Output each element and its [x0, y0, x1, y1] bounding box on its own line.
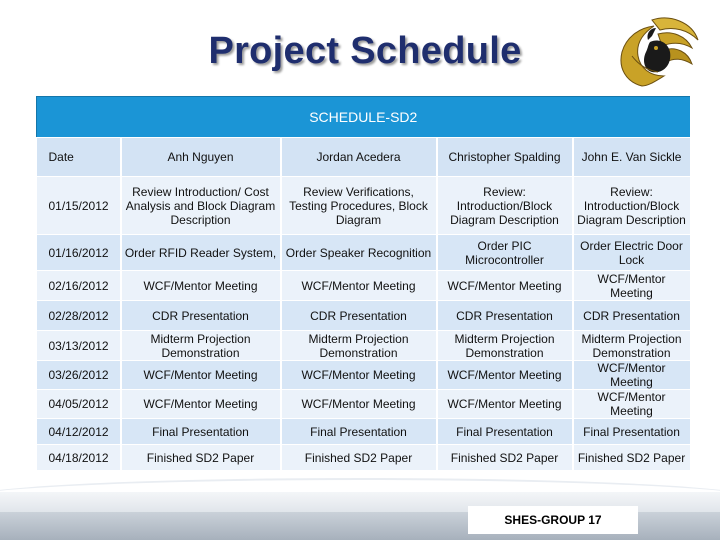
table-row — [37, 445, 691, 471]
header-row — [37, 138, 691, 177]
task-cell: Finished SD2 Paper — [437, 445, 573, 471]
page-title: Project Schedule — [208, 30, 522, 72]
task-cell: CDR Presentation — [573, 301, 691, 331]
table-row — [37, 390, 691, 419]
table-row — [37, 301, 691, 331]
task-cell: Final Presentation — [281, 419, 437, 445]
table-row — [37, 177, 691, 235]
date-cell: 01/15/2012 — [37, 177, 121, 235]
column-header: Jordan Acedera — [281, 138, 437, 177]
date-cell: 01/16/2012 — [37, 235, 121, 271]
footer-label: SHES-GROUP 17 — [468, 506, 638, 534]
task-cell: Review Verifications, Testing Procedures, Block Diagram — [281, 177, 437, 235]
task-cell: WCF/Mentor Meeting — [437, 271, 573, 301]
task-cell: Order PIC Microcontroller — [437, 235, 573, 271]
task-cell: Midterm Projection Demonstration — [281, 331, 437, 361]
date-cell: 02/16/2012 — [37, 271, 121, 301]
schedule-table — [36, 96, 692, 471]
task-cell: WCF/Mentor Meeting — [121, 390, 281, 419]
column-header: John E. Van Sickle — [573, 138, 691, 177]
task-cell: CDR Presentation — [281, 301, 437, 331]
date-cell: 03/13/2012 — [37, 331, 121, 361]
task-cell: Midterm Projection Demonstration — [121, 331, 281, 361]
task-cell: Finished SD2 Paper — [281, 445, 437, 471]
task-cell: WCF/Mentor Meeting — [573, 390, 691, 419]
task-cell: Final Presentation — [121, 419, 281, 445]
task-cell: Review Introduction/ Cost Analysis and Block Diagram Description — [121, 177, 281, 235]
task-cell: WCF/Mentor Meeting — [573, 271, 691, 301]
task-cell: Finished SD2 Paper — [573, 445, 691, 471]
table-caption: SCHEDULE-SD2 — [37, 97, 691, 138]
task-cell: Order RFID Reader System, — [121, 235, 281, 271]
task-cell: CDR Presentation — [121, 301, 281, 331]
task-cell: Finished SD2 Paper — [121, 445, 281, 471]
column-header: Anh Nguyen — [121, 138, 281, 177]
table-row — [37, 361, 691, 390]
task-cell: Midterm Projection Demonstration — [573, 331, 691, 361]
date-cell: 04/12/2012 — [37, 419, 121, 445]
task-cell: WCF/Mentor Meeting — [573, 361, 691, 390]
task-cell: Review: Introduction/Block Diagram Description — [437, 177, 573, 235]
date-cell: 04/18/2012 — [37, 445, 121, 471]
task-cell: Order Speaker Recognition — [281, 235, 437, 271]
task-cell: Final Presentation — [573, 419, 691, 445]
task-cell: Review: Introduction/Block Diagram Description — [573, 177, 691, 235]
date-cell: 03/26/2012 — [37, 361, 121, 390]
table-row — [37, 271, 691, 301]
task-cell: Order Electric Door Lock — [573, 235, 691, 271]
task-cell: WCF/Mentor Meeting — [281, 390, 437, 419]
table-row — [37, 419, 691, 445]
date-cell: 04/05/2012 — [37, 390, 121, 419]
task-cell: WCF/Mentor Meeting — [437, 390, 573, 419]
task-cell: Final Presentation — [437, 419, 573, 445]
task-cell: WCF/Mentor Meeting — [121, 361, 281, 390]
task-cell: WCF/Mentor Meeting — [437, 361, 573, 390]
task-cell: WCF/Mentor Meeting — [281, 271, 437, 301]
column-header: Date — [37, 138, 121, 177]
task-cell: WCF/Mentor Meeting — [281, 361, 437, 390]
task-cell: Midterm Projection Demonstration — [437, 331, 573, 361]
task-cell: WCF/Mentor Meeting — [121, 271, 281, 301]
table-row — [37, 235, 691, 271]
table-row — [37, 331, 691, 361]
date-cell: 02/28/2012 — [37, 301, 121, 331]
task-cell: CDR Presentation — [437, 301, 573, 331]
column-header: Christopher Spalding — [437, 138, 573, 177]
pegasus-logo-icon — [612, 12, 704, 96]
